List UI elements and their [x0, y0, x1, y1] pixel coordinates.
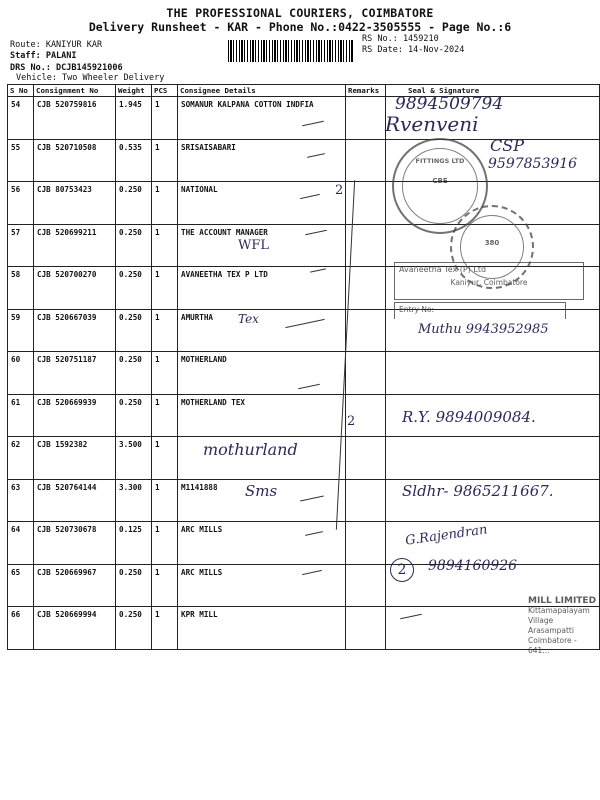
cell-remarks	[346, 309, 386, 352]
cell-sno: 62	[8, 437, 34, 480]
cell-remarks	[346, 479, 386, 522]
cell-sno: 56	[8, 182, 34, 225]
cell-consignment: CJB 520730678	[34, 522, 116, 565]
cell-pcs: 1	[152, 267, 178, 310]
cell-pcs: 1	[152, 394, 178, 437]
rs-date: RS Date: 14-Nov-2024	[362, 45, 465, 55]
cell-consignment: CJB 520699211	[34, 224, 116, 267]
cell-consignment: CJB 520669967	[34, 564, 116, 607]
document-subtitle: Delivery Runsheet - KAR - Phone No.:0422-3505555 - Page No.:6	[88, 20, 512, 34]
cell-weight: 0.535	[116, 139, 152, 182]
cell-pcs: 1	[152, 564, 178, 607]
cell-remarks	[346, 139, 386, 182]
cell-pcs: 1	[152, 224, 178, 267]
cell-pcs: 1	[152, 97, 178, 140]
cell-consignee: KPR MILL	[178, 607, 346, 650]
hw-r55-phone: 9597853916	[488, 156, 578, 172]
hw-r57-note: WFL	[238, 238, 270, 253]
cell-weight: 0.250	[116, 607, 152, 650]
cell-pcs: 1	[152, 139, 178, 182]
cell-consignee: SOMANUR KALPANA COTTON INDFIA	[178, 97, 346, 140]
cell-pcs: 1	[152, 522, 178, 565]
hw-r55-sign: CSP	[490, 136, 524, 155]
cell-remarks	[346, 607, 386, 650]
cell-weight: 0.250	[116, 564, 152, 607]
cell-weight: 0.250	[116, 267, 152, 310]
cell-sno: 65	[8, 564, 34, 607]
cell-weight: 1.945	[116, 97, 152, 140]
staff-label: Staff: PALANI	[10, 51, 77, 61]
cell-remarks	[346, 437, 386, 480]
cell-consignee: ARC MILLS	[178, 564, 346, 607]
cell-consignment: CJB 520669939	[34, 394, 116, 437]
cell-pcs: 1	[152, 437, 178, 480]
col-remarks: Remarks	[346, 85, 386, 97]
route-label: Route: KANIYUR KAR	[10, 40, 103, 50]
cell-remarks	[346, 267, 386, 310]
cell-sno: 61	[8, 394, 34, 437]
cell-weight: 0.250	[116, 309, 152, 352]
cell-consignee: AMURTHA	[178, 309, 346, 352]
cell-consignee: M1141888	[178, 479, 346, 522]
col-weight: Weight	[116, 85, 152, 97]
cell-seal	[386, 352, 600, 395]
cell-sno: 57	[8, 224, 34, 267]
cell-sno: 60	[8, 352, 34, 395]
avaneetha-stamp: Avaneetha Tex (P) Ltd Kaniyur, Coimbatore	[394, 262, 584, 300]
col-seal: Seal & Signature	[386, 85, 600, 97]
hw-r59-sign: Muthu 9943952985	[418, 322, 549, 337]
table-header-row	[8, 85, 600, 97]
vehicle-label: Vehicle: Two Wheeler Delivery	[16, 73, 165, 83]
cell-pcs: 1	[152, 352, 178, 395]
hw-r65-phone: 9894160926	[428, 558, 518, 574]
table-row	[8, 437, 600, 480]
cell-seal	[386, 437, 600, 480]
hw-r63-note: Sms	[245, 482, 278, 500]
cell-weight: 0.250	[116, 352, 152, 395]
hw-r59-note: Tex	[238, 312, 259, 326]
cell-consignee: MOTHERLAND TEX	[178, 394, 346, 437]
cell-sno: 59	[8, 309, 34, 352]
hw-r63-sign: Sldhr- 9865211667.	[402, 482, 554, 500]
col-consignee: Consignee Details	[178, 85, 346, 97]
cell-consignment: CJB 520759816	[34, 97, 116, 140]
rs-number: RS No.: 1459210	[362, 34, 439, 44]
cell-consignee: MOTHERLAND	[178, 352, 346, 395]
round-stamp-fittings: FITTINGS LTD CBE	[392, 138, 488, 234]
cell-weight: 0.250	[116, 394, 152, 437]
cell-consignment: CJB 520667039	[34, 309, 116, 352]
cell-sno: 63	[8, 479, 34, 522]
cell-remarks	[346, 97, 386, 140]
cell-remarks	[346, 352, 386, 395]
table-row	[8, 607, 600, 650]
cell-consignment: CJB 1592382	[34, 437, 116, 480]
cell-consignment: CJB 520710508	[34, 139, 116, 182]
hw-r54-phone: 9894509794	[395, 94, 504, 114]
cell-consignee: NATIONAL	[178, 182, 346, 225]
cell-consignment: CJB 520669994	[34, 607, 116, 650]
cell-consignment: CJB 80753423	[34, 182, 116, 225]
cell-pcs: 1	[152, 479, 178, 522]
hw-r62-note: mothurland	[203, 440, 298, 459]
hw-r61-sign: R.Y. 9894009084.	[402, 408, 536, 426]
col-consignment: Consignment No	[34, 85, 116, 97]
cell-weight: 0.250	[116, 182, 152, 225]
cell-weight: 0.125	[116, 522, 152, 565]
hw-r56-mark: 2	[335, 183, 344, 198]
cell-consignment: CJB 520751187	[34, 352, 116, 395]
cell-pcs: 1	[152, 309, 178, 352]
hw-r64-sign: G.Rajendran	[404, 522, 489, 549]
cell-consignee: AVANEETHA TEX P LTD	[178, 267, 346, 310]
entry-stamp: Entry No:	[394, 302, 566, 319]
cell-sno: 66	[8, 607, 34, 650]
mill-stamp: MILL LIMITED Kittamapalayam Village Arasampatti Coimbatore - 641...	[528, 596, 597, 655]
cell-weight: 3.500	[116, 437, 152, 480]
barcode	[228, 40, 354, 62]
hw-r61-mark: 2	[347, 414, 356, 429]
round-stamp-secondary: 380	[450, 205, 534, 289]
cell-consignment: CJB 520764144	[34, 479, 116, 522]
table-row	[8, 97, 600, 140]
cell-consignment: CJB 520700270	[34, 267, 116, 310]
cell-sno: 54	[8, 97, 34, 140]
hw-r54-name: Rvenveni	[385, 112, 479, 136]
cell-sno: 58	[8, 267, 34, 310]
col-pcs: PCS	[152, 85, 178, 97]
cell-consignee: ARC MILLS	[178, 522, 346, 565]
document-title: THE PROFESSIONAL COURIERS, COIMBATORE	[166, 6, 434, 20]
cell-pcs: 1	[152, 182, 178, 225]
hw-r65-mark: 2	[390, 558, 414, 582]
col-sno: S No	[8, 85, 34, 97]
cell-remarks	[346, 564, 386, 607]
cell-pcs: 1	[152, 607, 178, 650]
cell-consignee: SRISAISABARI	[178, 139, 346, 182]
drs-label: DRS No.: DCJB145921006	[10, 63, 123, 73]
cell-weight: 0.250	[116, 224, 152, 267]
cell-weight: 3.300	[116, 479, 152, 522]
cell-sno: 55	[8, 139, 34, 182]
cell-sno: 64	[8, 522, 34, 565]
cell-consignee: THE ACCOUNT MANAGER	[178, 224, 346, 267]
cell-remarks	[346, 522, 386, 565]
